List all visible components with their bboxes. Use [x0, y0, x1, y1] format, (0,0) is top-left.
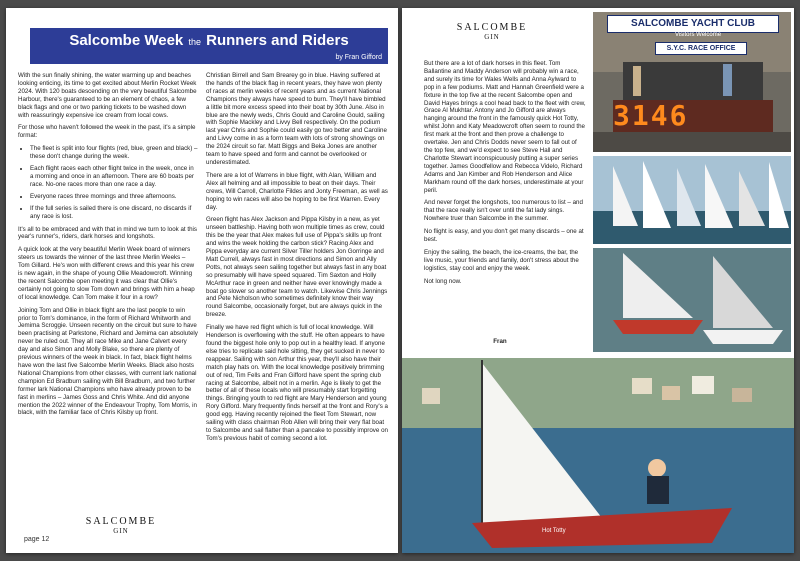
paragraph: Green flight has Alex Jackson and Pippa Kilsby in a new, as yet unseen battleship. Having both won multiple times as crew, could this be the year that Alex makes full use of Pippa's skills up front and wins the week holding the carbon stick? Racing Alex and Pippa everyday are current Silver Tiller holders Jon Gorringe and Matt Currell, always fast in most directions and Simon and Ally Potts, not always seen sailing together but always fast in any boat so presumably will have speed squared. Tim Saxton and Holly McArthur race in green and neither have ever knowingly made a boat go slower so another team to watch. Likewise Chris Jennings and Pete Nicholson who sometimes definitely know their way round Salcombe, occasionally forget, but are always quick in the breeze.	[206, 216, 388, 319]
logo-line-2: GIN	[113, 527, 129, 535]
sail	[613, 166, 638, 226]
paragraph: A quick look at the very beautiful Merlin Week board of winners steers us towards the winner of the last three Merlin Weeks – Tom Gillard. He's won with different crews and this year his crew is new again, in the shape of young Ollie Meadowcroft. Winning the recent Salcombe open meeting it was clear that Ollie's certainly not going to slow Tom down and brings with him a heap of local knowledge. Can Tom make it four in a row?	[18, 246, 195, 301]
left-column-2	[206, 72, 388, 448]
paragraph: Joining Tom and Ollie in black flight are the last people to win prior to Tom's dominance, in the form of Richard Whitworth and Jemima Scroggie. Unseen recently on the circuit but sure to have been practising at Parkstone, Richard and Jemima can absolutely never be ruled out. They all race Mike and Jane Calvert every day and also Simon and Molly Blake, so there are plenty of previous winners of the week in black. In fact, black flight helms have won the last five Salcombe Merlin Weeks. Black also hosts National Champions from other classes, with current lark national champion Ed Bradburn sailing with Bill Bradburn, and two further former lark National Champions who have already proven to be fast in merlins – James Goss and Chris White. And did anyone mention the 2022 winner of the Endeavour Trophy, Tom Morris, in black, with the familiar face of Chris Kilsby up front.	[18, 306, 198, 417]
house	[422, 388, 440, 404]
sail	[643, 161, 671, 228]
sailor-head	[648, 459, 666, 477]
paragraph: Christian Birrell and Sam Brearey go in blue. Having suffered at the hands of the black flag in recent years, they have won plenty of races at merlin weeks of recent years and as current National Champions they always have speed to burn. They'll have bimbled a little bit more excess speed into their boat by 30th June. Also in blue are the newly weds, Chris Gould and Caroline Gould, sailing with Sophie Mackley and Livvy Bell respectively. On the podium last year Chris and Sophie could easily go two better and Caroline and Livvy come in as a form team with lots of strong showings on the 2024 circuit so far. Matt Biggs and Beka Jones are another team to have speed and form and cannot be overlooked or underestimated.	[206, 72, 387, 166]
visitors-sign: Visitors Welcome	[674, 32, 722, 38]
paragraph: And never forget the longshots, too numerous to list – and that the race really isn't over until the fat lady sings. Nowhere truer than Salcombe in the summer.	[424, 199, 583, 223]
logo-line-1: SALCOMBE	[85, 516, 157, 527]
yacht-club-photo	[593, 12, 791, 152]
logo-line-1: SALCOMBE	[456, 22, 528, 33]
byline: by Fran Gifford	[335, 54, 382, 61]
club-sign: SALCOMBE YACHT CLUB	[607, 15, 779, 33]
dinghy-illustration	[593, 248, 791, 352]
signoff: Fran	[493, 338, 507, 345]
left-page	[6, 8, 398, 553]
paragraph: Enjoy the sailing, the beach, the ice-creams, the bar, the live music, your friends and family, don't stress about the logistics, stay cool and enjoy the week.	[424, 248, 579, 272]
sail	[705, 164, 733, 228]
paragraph: With the sun finally shining, the water warming up and beaches looking enticing, its time to get excited about Merlin Rocket Week 2024. With 120 boats descending on the very beautiful Salcombe Harbour, there's guaranteed to be an element of chaos, a few black flags and one or two parking tickets to be washed down with reassuringly expensive ice cream from local cows.	[18, 72, 197, 119]
list-item: • Each flight races each other flight twice in the week, once in a morning and once in an afternoon. There are 60 boats per race. No-one races more than one race a day.	[30, 165, 198, 189]
list-item: • The fleet is split into four flights (red, blue, green and black) – these don't change during the week.	[30, 145, 198, 161]
left-column-1	[18, 72, 198, 422]
paragraph: Not long now.	[424, 277, 462, 285]
sail-number-board: 3146	[613, 100, 773, 132]
sails-illustration	[593, 156, 791, 244]
sail	[739, 171, 765, 226]
house	[662, 386, 680, 400]
race-office-sign: S.Y.C. RACE OFFICE	[655, 42, 747, 55]
sail	[623, 253, 693, 318]
fleet-photo	[593, 156, 791, 244]
harbour-photo	[402, 358, 794, 553]
paragraph: There are a lot of Warrens in blue flight, with Alan, William and Alex all helming and all impossible to beat on their days. Their crews, Will Carroll, Charlotte Fildes and Jonty Freeman, as well as hoping to win races will also be hoping to be first Warren. Every day.	[206, 171, 388, 211]
paragraph: It's all to be embraced and with that in mind we turn to look at this year's runner's, riders, dark horses and longshots.	[18, 225, 197, 241]
paragraph: But there are a lot of dark horses in this fleet. Tom Ballantine and Maddy Anderson will probably win a race, and surely its time for Wales Wells and Anna Aylward to pop in a few podiums. Matt and Hannah Greenfield were a fixture in the top five at the recent Salcombe open and David Hayes brings a cool head back to the fleet with crew, Grace Al Mukhtar. Antony and Jo Gifford are always hanging around the front in the famously quick Hot Totty, whilst John and Katy Meadowcroft often seem to round the first mark at the front and then prove a challenge to overtake. Jen and Chris Dodds never seem to fall out of the top few, and we'd expect to see Steve Hall and Charlotte Stewart inconspicuously putting a super series together. James Goodfellow and Rebecca Videlo, Richard Adams and Jan Kimber and Rob Henderson and Alice Markham round off the dark horses, underestimate at your peril.	[424, 60, 586, 194]
dinghy-photo	[593, 248, 791, 352]
list-item: • If the full series is sailed there is one discard, no discards if any race is lost.	[30, 205, 198, 221]
logo-line-2: GIN	[484, 33, 500, 41]
title-part-a: Salcombe Week	[69, 32, 184, 49]
house	[732, 388, 752, 402]
format-list	[18, 145, 198, 220]
hull	[703, 330, 783, 344]
article-banner	[30, 28, 388, 64]
page-number: page 12	[24, 536, 50, 543]
person	[723, 64, 732, 96]
house	[692, 376, 714, 394]
salcombe-gin-logo	[432, 22, 552, 41]
right-column	[424, 60, 586, 291]
article-title	[30, 32, 388, 49]
title-the: the	[188, 37, 201, 47]
house	[632, 378, 652, 394]
window-area	[623, 62, 763, 102]
paragraph: No flight is easy, and you don't get many discards – one at best.	[424, 228, 584, 244]
sailor-body	[647, 476, 669, 504]
sail	[713, 256, 773, 328]
harbour-illustration	[402, 358, 794, 553]
boat-name: Hot Totty	[542, 528, 566, 534]
sail	[769, 162, 789, 228]
right-page	[402, 8, 794, 553]
mainsail	[482, 363, 602, 528]
person	[633, 66, 641, 96]
salcombe-gin-logo	[66, 516, 176, 535]
sail	[677, 168, 701, 226]
balcony	[593, 132, 791, 152]
title-part-b: Runners and Riders	[206, 32, 349, 49]
paragraph: Finally we have red flight which is full of local knowledge. Will Henderson is overflowing with the stuff. He often appears to have found the biggest hole only to pop out in a healthy lead. If anyone else tries to replicate said hole sitting, they get sucked in never to reappear. Sailing with son Arthur this year, they'll also have their match play hats on. With the local knowledge positively brimming out of red, Tim Fells and Fran Gifford have spent the spring club racing at Salcombe, albeit not in a merlin. Age is likely to get the better of all of these locals who will presumably start forgetting things. Bringing youth to red flight are Mary Henderson and young Rory Gifford. Mary frequently finds herself at the front and Rory's a good egg. Having recently rejoined the fleet Tom Stewart, now sailing with class chairman Rob Allen will bring their very flat boat to Salcombe and sail flatter than a pancake to possibly improve on Tom's previous habit of coming second a lot.	[206, 324, 388, 442]
list-item: • Everyone races three mornings and three afternoons.	[30, 193, 198, 201]
paragraph: For those who haven't followed the week in the past, it's a simple format:	[18, 124, 196, 140]
hull	[613, 320, 703, 334]
